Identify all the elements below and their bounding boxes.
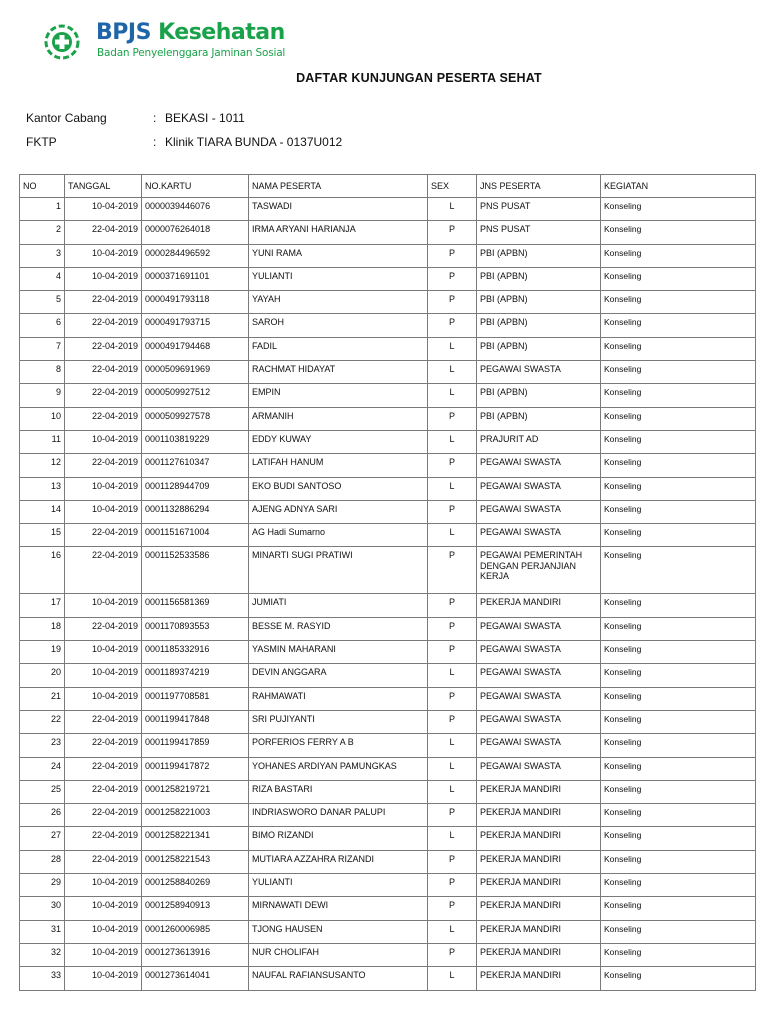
cell-nama-peserta: AG Hadi Sumarno	[249, 524, 428, 547]
logo-subtitle: Badan Penyelenggara Jaminan Sosial	[97, 47, 286, 59]
cell-no: 25	[20, 780, 65, 803]
cell-sex: L	[428, 664, 477, 687]
cell-no: 11	[20, 430, 65, 453]
cell-jns-peserta: PNS PUSAT	[477, 221, 601, 244]
cell-no: 13	[20, 477, 65, 500]
cell-no: 7	[20, 337, 65, 360]
cell-no-kartu: 0001260006985	[142, 920, 249, 943]
cell-no: 4	[20, 267, 65, 290]
cell-jns-peserta: PBI (APBN)	[477, 314, 601, 337]
table-row	[20, 874, 756, 897]
table-row	[20, 198, 756, 221]
column-header-jns-peserta: JNS PESERTA	[477, 175, 601, 198]
cell-tanggal: 22-04-2019	[65, 827, 142, 850]
cell-tanggal: 22-04-2019	[65, 337, 142, 360]
table-row	[20, 780, 756, 803]
table-row	[20, 664, 756, 687]
cell-tanggal: 10-04-2019	[65, 920, 142, 943]
cell-sex: P	[428, 291, 477, 314]
cell-no: 26	[20, 804, 65, 827]
cell-kegiatan: Konseling	[601, 664, 756, 687]
cell-nama-peserta: SRI PUJIYANTI	[249, 710, 428, 733]
cell-nama-peserta: MINARTI SUGI PRATIWI	[249, 547, 428, 594]
cell-kegiatan: Konseling	[601, 198, 756, 221]
table-row	[20, 407, 756, 430]
cell-sex: P	[428, 244, 477, 267]
cell-no-kartu: 0000509927578	[142, 407, 249, 430]
cell-no: 28	[20, 850, 65, 873]
fktp-label: FKTP	[26, 135, 57, 149]
cell-sex: P	[428, 804, 477, 827]
cell-jns-peserta: PNS PUSAT	[477, 198, 601, 221]
cell-sex: P	[428, 594, 477, 617]
cell-nama-peserta: INDRIASWORO DANAR PALUPI	[249, 804, 428, 827]
cell-no-kartu: 0001258840269	[142, 874, 249, 897]
cell-kegiatan: Konseling	[601, 477, 756, 500]
cell-no-kartu: 0001103819229	[142, 430, 249, 453]
cell-nama-peserta: DEVIN ANGGARA	[249, 664, 428, 687]
cell-no: 9	[20, 384, 65, 407]
cell-tanggal: 10-04-2019	[65, 874, 142, 897]
cell-sex: L	[428, 967, 477, 990]
cell-nama-peserta: NAUFAL RAFIANSUSANTO	[249, 967, 428, 990]
cell-tanggal: 10-04-2019	[65, 664, 142, 687]
cell-no: 14	[20, 500, 65, 523]
cell-tanggal: 10-04-2019	[65, 594, 142, 617]
cell-sex: L	[428, 430, 477, 453]
cell-tanggal: 22-04-2019	[65, 291, 142, 314]
cell-no-kartu: 0001151671004	[142, 524, 249, 547]
cell-no-kartu: 0000284496592	[142, 244, 249, 267]
cell-tanggal: 10-04-2019	[65, 687, 142, 710]
cell-kegiatan: Konseling	[601, 757, 756, 780]
column-header-tanggal: TANGGAL	[65, 175, 142, 198]
cell-kegiatan: Konseling	[601, 337, 756, 360]
cell-kegiatan: Konseling	[601, 641, 756, 664]
table-row	[20, 687, 756, 710]
cell-no: 23	[20, 734, 65, 757]
cell-no: 10	[20, 407, 65, 430]
cell-jns-peserta: PBI (APBN)	[477, 407, 601, 430]
cell-tanggal: 10-04-2019	[65, 244, 142, 267]
column-header-no-kartu: NO.KARTU	[142, 175, 249, 198]
cell-sex: P	[428, 943, 477, 966]
cell-kegiatan: Konseling	[601, 804, 756, 827]
cell-sex: L	[428, 524, 477, 547]
cell-jns-peserta: PEKERJA MANDIRI	[477, 780, 601, 803]
column-header-sex: SEX	[428, 175, 477, 198]
cell-sex: P	[428, 221, 477, 244]
cell-jns-peserta: PEKERJA MANDIRI	[477, 943, 601, 966]
cell-nama-peserta: PORFERIOS FERRY A B	[249, 734, 428, 757]
cell-no-kartu: 0001273614041	[142, 967, 249, 990]
table-header-row	[20, 175, 756, 198]
cell-kegiatan: Konseling	[601, 897, 756, 920]
cell-tanggal: 10-04-2019	[65, 430, 142, 453]
cell-no: 15	[20, 524, 65, 547]
cell-no-kartu: 0001258221003	[142, 804, 249, 827]
table-row	[20, 454, 756, 477]
table-row	[20, 920, 756, 943]
logo-title-bpjs: BPJS	[96, 20, 151, 45]
cell-jns-peserta: PEGAWAI SWASTA	[477, 477, 601, 500]
cell-kegiatan: Konseling	[601, 687, 756, 710]
cell-kegiatan: Konseling	[601, 617, 756, 640]
cell-sex: L	[428, 361, 477, 384]
cell-nama-peserta: TASWADI	[249, 198, 428, 221]
cell-no: 21	[20, 687, 65, 710]
cell-no-kartu: 0000509691969	[142, 361, 249, 384]
cell-no-kartu: 0001258221341	[142, 827, 249, 850]
cell-nama-peserta: EMPIN	[249, 384, 428, 407]
cell-no: 2	[20, 221, 65, 244]
table-row	[20, 594, 756, 617]
table-row	[20, 267, 756, 290]
cell-tanggal: 22-04-2019	[65, 547, 142, 594]
cell-sex: P	[428, 687, 477, 710]
cell-tanggal: 22-04-2019	[65, 454, 142, 477]
cell-sex: L	[428, 477, 477, 500]
cell-tanggal: 22-04-2019	[65, 221, 142, 244]
cell-jns-peserta: PEGAWAI SWASTA	[477, 454, 601, 477]
cell-no: 22	[20, 710, 65, 733]
cell-nama-peserta: NUR CHOLIFAH	[249, 943, 428, 966]
cell-no-kartu: 0001199417848	[142, 710, 249, 733]
cell-sex: P	[428, 547, 477, 594]
cell-jns-peserta: PEGAWAI SWASTA	[477, 361, 601, 384]
cell-tanggal: 10-04-2019	[65, 943, 142, 966]
cell-tanggal: 22-04-2019	[65, 757, 142, 780]
cell-jns-peserta: PBI (APBN)	[477, 267, 601, 290]
cell-tanggal: 22-04-2019	[65, 524, 142, 547]
cell-no-kartu: 0001199417872	[142, 757, 249, 780]
cell-sex: L	[428, 757, 477, 780]
cell-tanggal: 10-04-2019	[65, 477, 142, 500]
cell-sex: L	[428, 827, 477, 850]
table-row	[20, 641, 756, 664]
cell-kegiatan: Konseling	[601, 267, 756, 290]
cell-nama-peserta: MUTIARA AZZAHRA RIZANDI	[249, 850, 428, 873]
cell-sex: P	[428, 710, 477, 733]
cell-kegiatan: Konseling	[601, 430, 756, 453]
cell-no-kartu: 0001170893553	[142, 617, 249, 640]
cell-nama-peserta: RACHMAT HIDAYAT	[249, 361, 428, 384]
cell-kegiatan: Konseling	[601, 920, 756, 943]
cell-nama-peserta: YULIANTI	[249, 267, 428, 290]
cell-tanggal: 22-04-2019	[65, 617, 142, 640]
table-row	[20, 897, 756, 920]
table-row	[20, 244, 756, 267]
cell-jns-peserta: PEKERJA MANDIRI	[477, 850, 601, 873]
cell-nama-peserta: YULIANTI	[249, 874, 428, 897]
cell-kegiatan: Konseling	[601, 850, 756, 873]
fktp-colon: :	[153, 135, 157, 149]
fktp-value: Klinik TIARA BUNDA - 0137U012	[165, 135, 343, 149]
cell-no-kartu: 0001156581369	[142, 594, 249, 617]
cell-kegiatan: Konseling	[601, 943, 756, 966]
cell-nama-peserta: YAYAH	[249, 291, 428, 314]
cell-sex: L	[428, 198, 477, 221]
cell-nama-peserta: YOHANES ARDIYAN PAMUNGKAS	[249, 757, 428, 780]
table-row	[20, 384, 756, 407]
cell-no: 32	[20, 943, 65, 966]
cell-tanggal: 22-04-2019	[65, 407, 142, 430]
cell-nama-peserta: AJENG ADNYA SARI	[249, 500, 428, 523]
table-row	[20, 943, 756, 966]
cell-nama-peserta: YASMIN MAHARANI	[249, 641, 428, 664]
kantor-cabang-colon: :	[153, 111, 157, 125]
cell-kegiatan: Konseling	[601, 780, 756, 803]
cell-jns-peserta: PEKERJA MANDIRI	[477, 874, 601, 897]
cell-tanggal: 10-04-2019	[65, 967, 142, 990]
table-row	[20, 547, 756, 594]
table-row	[20, 337, 756, 360]
cell-kegiatan: Konseling	[601, 967, 756, 990]
cell-kegiatan: Konseling	[601, 384, 756, 407]
cell-jns-peserta: PBI (APBN)	[477, 291, 601, 314]
kantor-cabang-label: Kantor Cabang	[26, 111, 107, 125]
cell-jns-peserta: PBI (APBN)	[477, 244, 601, 267]
cell-no-kartu: 0001189374219	[142, 664, 249, 687]
cell-no: 33	[20, 967, 65, 990]
cell-tanggal: 22-04-2019	[65, 710, 142, 733]
table-row	[20, 850, 756, 873]
cell-tanggal: 10-04-2019	[65, 198, 142, 221]
cell-no: 30	[20, 897, 65, 920]
cell-tanggal: 22-04-2019	[65, 734, 142, 757]
table-row	[20, 291, 756, 314]
cell-nama-peserta: ARMANIH	[249, 407, 428, 430]
cell-nama-peserta: JUMIATI	[249, 594, 428, 617]
cell-no-kartu: 0000371691101	[142, 267, 249, 290]
cell-kegiatan: Konseling	[601, 874, 756, 897]
cell-sex: P	[428, 407, 477, 430]
cell-jns-peserta: PEKERJA MANDIRI	[477, 920, 601, 943]
cell-jns-peserta: PEGAWAI SWASTA	[477, 617, 601, 640]
table-row	[20, 710, 756, 733]
cell-nama-peserta: LATIFAH HANUM	[249, 454, 428, 477]
cell-kegiatan: Konseling	[601, 734, 756, 757]
cell-no-kartu: 0000076264018	[142, 221, 249, 244]
cell-nama-peserta: IRMA ARYANI HARIANJA	[249, 221, 428, 244]
column-header-kegiatan: KEGIATAN	[601, 175, 756, 198]
cell-no-kartu: 0001185332916	[142, 641, 249, 664]
cell-no: 20	[20, 664, 65, 687]
cell-kegiatan: Konseling	[601, 524, 756, 547]
kantor-cabang-value: BEKASI - 1011	[165, 111, 245, 125]
table-row	[20, 827, 756, 850]
cell-no-kartu: 0001152533586	[142, 547, 249, 594]
cell-jns-peserta: PEGAWAI SWASTA	[477, 524, 601, 547]
cell-tanggal: 22-04-2019	[65, 804, 142, 827]
cell-nama-peserta: FADIL	[249, 337, 428, 360]
cell-no: 17	[20, 594, 65, 617]
cell-sex: L	[428, 734, 477, 757]
cell-tanggal: 10-04-2019	[65, 897, 142, 920]
cell-no-kartu: 0000491793715	[142, 314, 249, 337]
cell-nama-peserta: BIMO RIZANDI	[249, 827, 428, 850]
cell-no-kartu: 0001128944709	[142, 477, 249, 500]
cell-kegiatan: Konseling	[601, 594, 756, 617]
cell-no-kartu: 0001127610347	[142, 454, 249, 477]
cell-nama-peserta: RAHMAWATI	[249, 687, 428, 710]
table-row	[20, 804, 756, 827]
table-row	[20, 500, 756, 523]
cell-sex: P	[428, 454, 477, 477]
cell-jns-peserta: PEGAWAI PEMERINTAH DENGAN PERJANJIAN KERJA	[477, 547, 601, 594]
cell-no: 24	[20, 757, 65, 780]
cell-no-kartu: 0001258940913	[142, 897, 249, 920]
cell-no: 16	[20, 547, 65, 594]
cell-kegiatan: Konseling	[601, 454, 756, 477]
cell-no-kartu: 0001258219721	[142, 780, 249, 803]
table-row	[20, 314, 756, 337]
cell-jns-peserta: PEGAWAI SWASTA	[477, 710, 601, 733]
cell-tanggal: 10-04-2019	[65, 641, 142, 664]
cell-jns-peserta: PEKERJA MANDIRI	[477, 804, 601, 827]
cell-no: 5	[20, 291, 65, 314]
cell-jns-peserta: PEGAWAI SWASTA	[477, 734, 601, 757]
logo-title	[96, 20, 285, 45]
cell-sex: P	[428, 314, 477, 337]
cell-no-kartu: 0000491793118	[142, 291, 249, 314]
cell-no-kartu: 0001199417859	[142, 734, 249, 757]
cell-no-kartu: 0001258221543	[142, 850, 249, 873]
cell-sex: P	[428, 500, 477, 523]
cell-jns-peserta: PRAJURIT AD	[477, 430, 601, 453]
cell-no-kartu: 0001132886294	[142, 500, 249, 523]
cell-sex: L	[428, 780, 477, 803]
cell-sex: P	[428, 897, 477, 920]
table-row	[20, 967, 756, 990]
table-row	[20, 734, 756, 757]
cell-sex: P	[428, 850, 477, 873]
cell-sex: P	[428, 874, 477, 897]
cell-sex: L	[428, 920, 477, 943]
table-row	[20, 757, 756, 780]
cell-nama-peserta: RIZA BASTARI	[249, 780, 428, 803]
cell-jns-peserta: PEKERJA MANDIRI	[477, 967, 601, 990]
cell-no-kartu: 0001273613916	[142, 943, 249, 966]
cell-kegiatan: Konseling	[601, 244, 756, 267]
cell-kegiatan: Konseling	[601, 221, 756, 244]
cell-no: 19	[20, 641, 65, 664]
cell-jns-peserta: PEGAWAI SWASTA	[477, 757, 601, 780]
cell-jns-peserta: PEKERJA MANDIRI	[477, 897, 601, 920]
cell-sex: P	[428, 617, 477, 640]
cell-tanggal: 22-04-2019	[65, 361, 142, 384]
cell-no: 6	[20, 314, 65, 337]
cell-jns-peserta: PEGAWAI SWASTA	[477, 500, 601, 523]
logo-title-kesehatan: Kesehatan	[158, 20, 285, 45]
table-row	[20, 477, 756, 500]
table-row	[20, 221, 756, 244]
cell-no: 29	[20, 874, 65, 897]
table-row	[20, 617, 756, 640]
cell-tanggal: 10-04-2019	[65, 267, 142, 290]
cell-nama-peserta: EDDY KUWAY	[249, 430, 428, 453]
column-header-nama-peserta: NAMA PESERTA	[249, 175, 428, 198]
cell-sex: P	[428, 267, 477, 290]
cell-sex: L	[428, 384, 477, 407]
document-title: DAFTAR KUNJUNGAN PESERTA SEHAT	[296, 71, 542, 85]
cell-no-kartu: 0000039446076	[142, 198, 249, 221]
cell-kegiatan: Konseling	[601, 314, 756, 337]
bpjs-logo-icon	[44, 24, 80, 60]
cell-sex: L	[428, 337, 477, 360]
cell-kegiatan: Konseling	[601, 710, 756, 733]
cell-tanggal: 22-04-2019	[65, 314, 142, 337]
visit-table	[19, 174, 756, 991]
table-body	[20, 198, 756, 991]
cell-kegiatan: Konseling	[601, 291, 756, 314]
cell-no-kartu: 0000509927512	[142, 384, 249, 407]
column-header-no: NO	[20, 175, 65, 198]
cell-nama-peserta: YUNI RAMA	[249, 244, 428, 267]
cell-jns-peserta: PEKERJA MANDIRI	[477, 594, 601, 617]
cell-nama-peserta: MIRNAWATI DEWI	[249, 897, 428, 920]
table-row	[20, 430, 756, 453]
cell-kegiatan: Konseling	[601, 407, 756, 430]
cell-no: 31	[20, 920, 65, 943]
cell-sex: P	[428, 641, 477, 664]
table-row	[20, 361, 756, 384]
cell-no: 18	[20, 617, 65, 640]
cell-nama-peserta: TJONG HAUSEN	[249, 920, 428, 943]
cell-no-kartu: 0000491794468	[142, 337, 249, 360]
cell-no: 27	[20, 827, 65, 850]
table-row	[20, 524, 756, 547]
cell-no: 8	[20, 361, 65, 384]
cell-tanggal: 22-04-2019	[65, 384, 142, 407]
cell-kegiatan: Konseling	[601, 361, 756, 384]
cell-no-kartu: 0001197708581	[142, 687, 249, 710]
cell-no: 1	[20, 198, 65, 221]
cell-jns-peserta: PBI (APBN)	[477, 337, 601, 360]
cell-kegiatan: Konseling	[601, 547, 756, 594]
cell-nama-peserta: EKO BUDI SANTOSO	[249, 477, 428, 500]
cell-kegiatan: Konseling	[601, 827, 756, 850]
cell-jns-peserta: PEGAWAI SWASTA	[477, 687, 601, 710]
cell-jns-peserta: PEGAWAI SWASTA	[477, 664, 601, 687]
bpjs-logo	[44, 20, 284, 60]
cell-jns-peserta: PBI (APBN)	[477, 384, 601, 407]
cell-tanggal: 10-04-2019	[65, 500, 142, 523]
cell-tanggal: 22-04-2019	[65, 850, 142, 873]
cell-nama-peserta: SAROH	[249, 314, 428, 337]
cell-jns-peserta: PEGAWAI SWASTA	[477, 641, 601, 664]
cell-no: 12	[20, 454, 65, 477]
cell-nama-peserta: BESSE M. RASYID	[249, 617, 428, 640]
cell-tanggal: 22-04-2019	[65, 780, 142, 803]
cell-kegiatan: Konseling	[601, 500, 756, 523]
cell-jns-peserta: PEKERJA MANDIRI	[477, 827, 601, 850]
cell-no: 3	[20, 244, 65, 267]
